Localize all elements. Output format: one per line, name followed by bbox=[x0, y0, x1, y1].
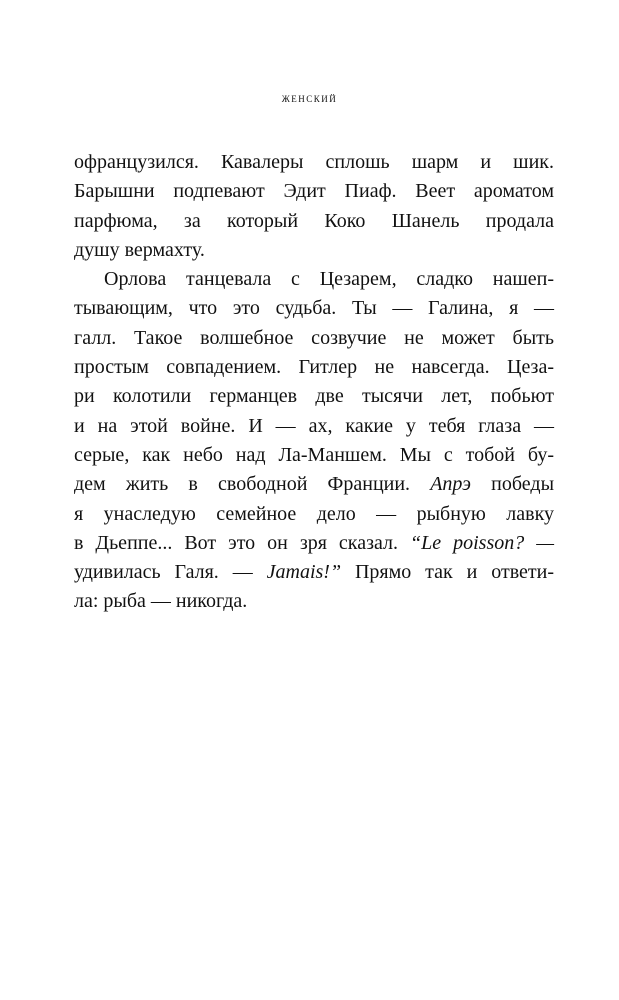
text-fragment: удивилась Галя. — bbox=[74, 561, 253, 584]
italic-fragment: Апрэ bbox=[430, 473, 471, 496]
text-fragment: Прямо так и ответи- bbox=[341, 561, 555, 584]
body-text bbox=[74, 148, 554, 617]
text-fragment: дем жить в свободной Франции. bbox=[74, 473, 411, 496]
text-line: офранцузился. Кавалеры сплошь шарм и шик. bbox=[74, 151, 554, 173]
text-line: я унаследую семейное дело — рыбную лавку bbox=[74, 502, 554, 525]
running-header: женский bbox=[281, 90, 338, 105]
text-line: Барышни подпевают Эдит Пиаф. Веет ароматом bbox=[74, 180, 554, 203]
text-line: тывающим, что это судьба. Ты — Галина, я — bbox=[74, 297, 554, 320]
text-line bbox=[74, 558, 554, 587]
text-line: Орлова танцевала с Цезарем, сладко нашеп- bbox=[104, 268, 554, 291]
text-line: галл. Такое волшебное созвучие не может быть bbox=[74, 326, 554, 349]
text-line: парфюма, за который Коко Шанель продала bbox=[74, 209, 554, 232]
italic-fragment: “Le poisson? — bbox=[410, 531, 555, 554]
text-line: простым совпадением. Гитлер не навсегда. Цеза- bbox=[74, 356, 554, 379]
text-line bbox=[74, 529, 554, 558]
italic-fragment: Jamais!” bbox=[266, 561, 342, 584]
text-line bbox=[74, 470, 554, 499]
text-line: душу вермахту. bbox=[74, 238, 205, 261]
text-fragment: в Дьеппе... Вот это он зря сказал. bbox=[74, 531, 399, 554]
text-line: ри колотили германцев две тысячи лет, побьют bbox=[74, 385, 554, 408]
text-line: и на этой войне. И — ах, какие у тебя глаза — bbox=[74, 414, 554, 437]
text-line: серые, как небо над Ла-Маншем. Мы с тобой бу- bbox=[74, 443, 554, 466]
text-line: ла: рыба — никогда. bbox=[74, 590, 248, 613]
text-fragment: победы bbox=[471, 473, 555, 496]
